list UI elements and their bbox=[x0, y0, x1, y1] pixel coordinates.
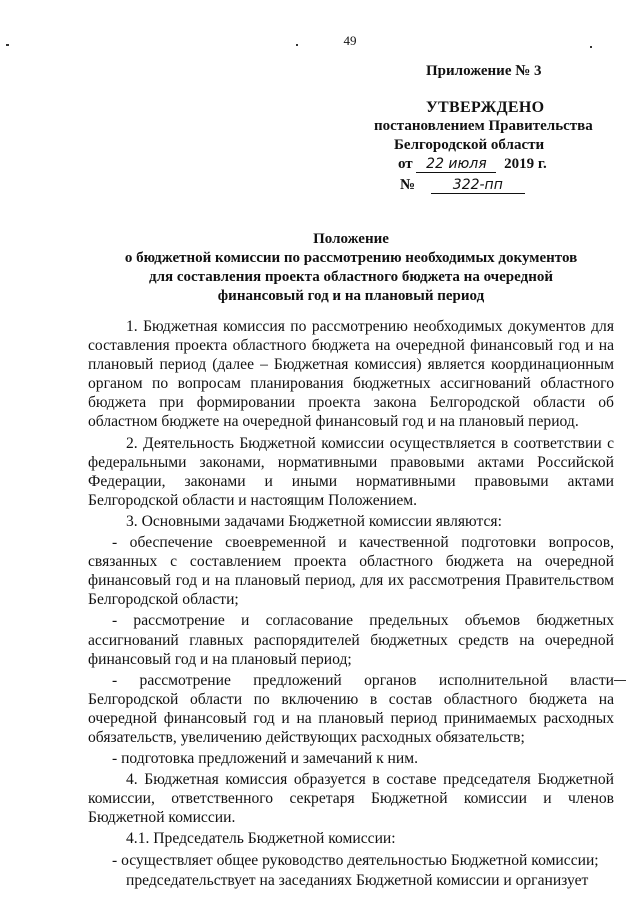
scan-mark-top bbox=[296, 44, 298, 46]
page-number: 49 bbox=[343, 33, 357, 48]
title-line-2: о бюджетной комиссии по рассмотрению необходимых документов bbox=[124, 250, 578, 266]
approved-stamp-text: УТВЕРЖДЕНО bbox=[426, 99, 545, 116]
scan-mark-stroke bbox=[614, 680, 626, 681]
title-line-1: Положение bbox=[313, 231, 389, 247]
approval-date-line bbox=[398, 155, 624, 174]
handwritten-number: 322-пп bbox=[431, 178, 525, 194]
approval-block bbox=[374, 62, 624, 195]
document-body bbox=[88, 317, 614, 891]
paragraph-4-1: 4.1. Председатель Бюджетной комиссии: bbox=[126, 830, 396, 848]
task-item-2: - рассмотрение и согласование предельных объемов бюджетных ассигнований главных распорядителей бюджетных средств на очередной финансовый год и на плановый период; bbox=[88, 612, 614, 668]
document-title bbox=[88, 230, 614, 306]
chairman-duty-2: председательствует на заседаниях Бюджетной комиссии и организует bbox=[126, 871, 589, 889]
number-sign: № bbox=[400, 177, 416, 193]
approved-region-line: Белгородской области bbox=[394, 137, 545, 153]
paragraph-4: 4. Бюджетная комиссия образуется в составе председателя Бюджетной комиссии, ответственного секретаря Бюджетной комиссии и членов Бюджетной комиссии. bbox=[88, 771, 614, 827]
task-item-3: - рассмотрение предложений органов исполнительной власти Белгородской области по включению в состав областного бюджета на очередной финансовый год и на плановый период принимаемых расходных обязательств, увеличению действующих расходных обязательств; bbox=[88, 671, 614, 746]
paragraph-2: 2. Деятельность Бюджетной комиссии осуществляется в соответствии с федеральными законами, нормативными правовыми актами Российской Федерации, законами и иными нормативными правовыми актами Белгородской области и настоящим Положением. bbox=[88, 434, 614, 509]
paragraph-3: 3. Основными задачами Бюджетной комиссии являются: bbox=[126, 512, 502, 530]
title-line-3: для составления проекта областного бюджета на очередной bbox=[149, 269, 553, 285]
approved-by-line: постановлением Правительства bbox=[374, 118, 593, 134]
handwritten-date: 22 июля bbox=[416, 157, 496, 173]
approval-number-line bbox=[400, 176, 624, 195]
task-item-4: - подготовка предложений и замечаний к ним. bbox=[112, 750, 419, 768]
chairman-duty-1: - осуществляет общее руководство деятельностью Бюджетной комиссии; bbox=[112, 851, 599, 869]
task-item-1: - обеспечение своевременной и качественной подготовки вопросов, связанных с составлением проекта областного бюджета на очередной финансовый год и на плановый период, для их рассмотрения Правительством Белгородской области; bbox=[88, 534, 614, 609]
date-year: 2019 г. bbox=[504, 156, 547, 172]
scan-mark-left bbox=[6, 44, 9, 46]
title-line-4: финансовый год и на плановый период bbox=[217, 288, 485, 304]
date-prefix: от bbox=[398, 156, 413, 172]
paragraph-1: 1. Бюджетная комиссия по рассмотрению необходимых документов для составления проекта областного бюджета на очередной финансовый год и на плановый период (далее – Бюджетная комиссия) является координационным органом по вопросам планирования бюджетных ассигнований областного бюджета при формировании проекта закона Белгородской области об областном бюджете на очередной финансовый год и на плановый период. bbox=[88, 318, 614, 431]
appendix-label: Приложение № 3 bbox=[426, 63, 542, 79]
scan-mark-right bbox=[590, 46, 592, 48]
